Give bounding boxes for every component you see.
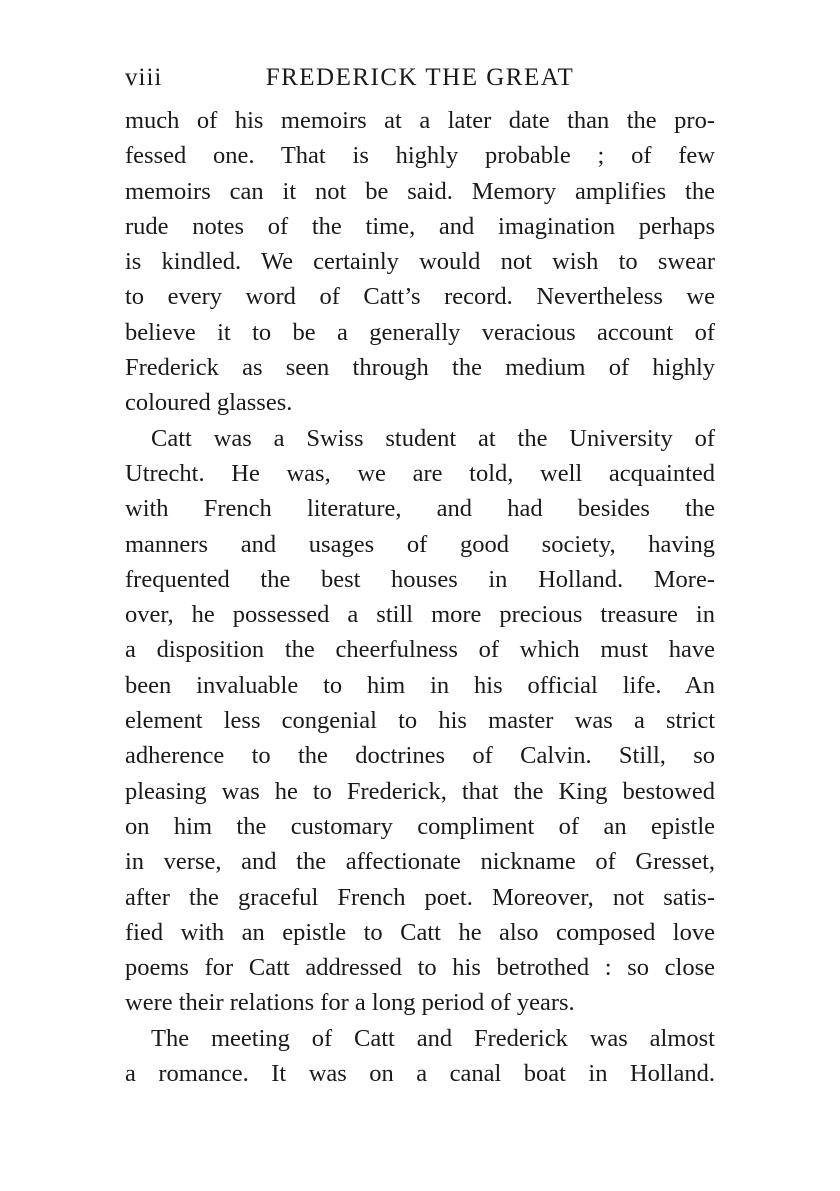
text-line: fessed one. That is highly probable ; of few xyxy=(125,142,715,170)
text-line: rude notes of the time, and imagination perhaps xyxy=(125,212,715,240)
text-line: memoirs can it not be said. Memory amplifies the xyxy=(125,177,715,205)
text-line: been invaluable to him in his official life. An xyxy=(125,671,715,699)
text-line: after the graceful French poet. Moreover, not satis- xyxy=(125,883,715,911)
text-line: much of his memoirs at a later date than the pro- xyxy=(125,107,715,134)
paragraph-3 xyxy=(125,1021,715,1092)
running-head xyxy=(125,60,715,96)
text-line: element less congenial to his master was a strict xyxy=(125,707,715,735)
text-line: on him the customary compliment of an epistle xyxy=(125,812,715,840)
text-line: were their relations for a long period of years. xyxy=(125,989,575,1017)
text-line: a romance. It was on a canal boat in Holland. xyxy=(125,1060,715,1088)
text-line: fied with an epistle to Catt he also composed love xyxy=(125,918,715,946)
text-line: frequented the best houses in Holland. More- xyxy=(125,565,715,593)
text-line: Utrecht. He was, we are told, well acquainted xyxy=(125,459,715,487)
text-line: Catt was a Swiss student at the University of xyxy=(151,424,715,452)
text-line: with French literature, and had besides the xyxy=(125,495,715,523)
text-line: adherence to the doctrines of Calvin. Still, so xyxy=(125,742,715,770)
text-line: manners and usages of good society, having xyxy=(125,530,715,558)
text-line: in verse, and the affectionate nickname of Gresset, xyxy=(125,848,715,876)
text-line: a disposition the cheerfulness of which must have xyxy=(125,636,715,664)
running-title: FREDERICK THE GREAT xyxy=(265,64,575,91)
text-line: The meeting of Catt and Frederick was almost xyxy=(151,1024,715,1052)
text-line: over, he possessed a still more precious treasure in xyxy=(125,601,715,629)
paragraph-1 xyxy=(125,103,715,421)
text-line: Frederick as seen through the medium of highly xyxy=(125,354,715,382)
text-line: believe it to be a generally veracious account of xyxy=(125,318,715,346)
text-line: is kindled. We certainly would not wish to swear xyxy=(125,248,715,276)
paragraph-2 xyxy=(125,421,715,1021)
text-line: coloured glasses. xyxy=(125,389,293,417)
text-line: pleasing was he to Frederick, that the King bestowed xyxy=(125,777,715,805)
text-line: poems for Catt addressed to his betrothed : so close xyxy=(125,954,715,982)
text-line: to every word of Catt’s record. Nevertheless we xyxy=(125,283,715,311)
page-number: viii xyxy=(125,64,163,91)
body-text xyxy=(125,103,715,1091)
